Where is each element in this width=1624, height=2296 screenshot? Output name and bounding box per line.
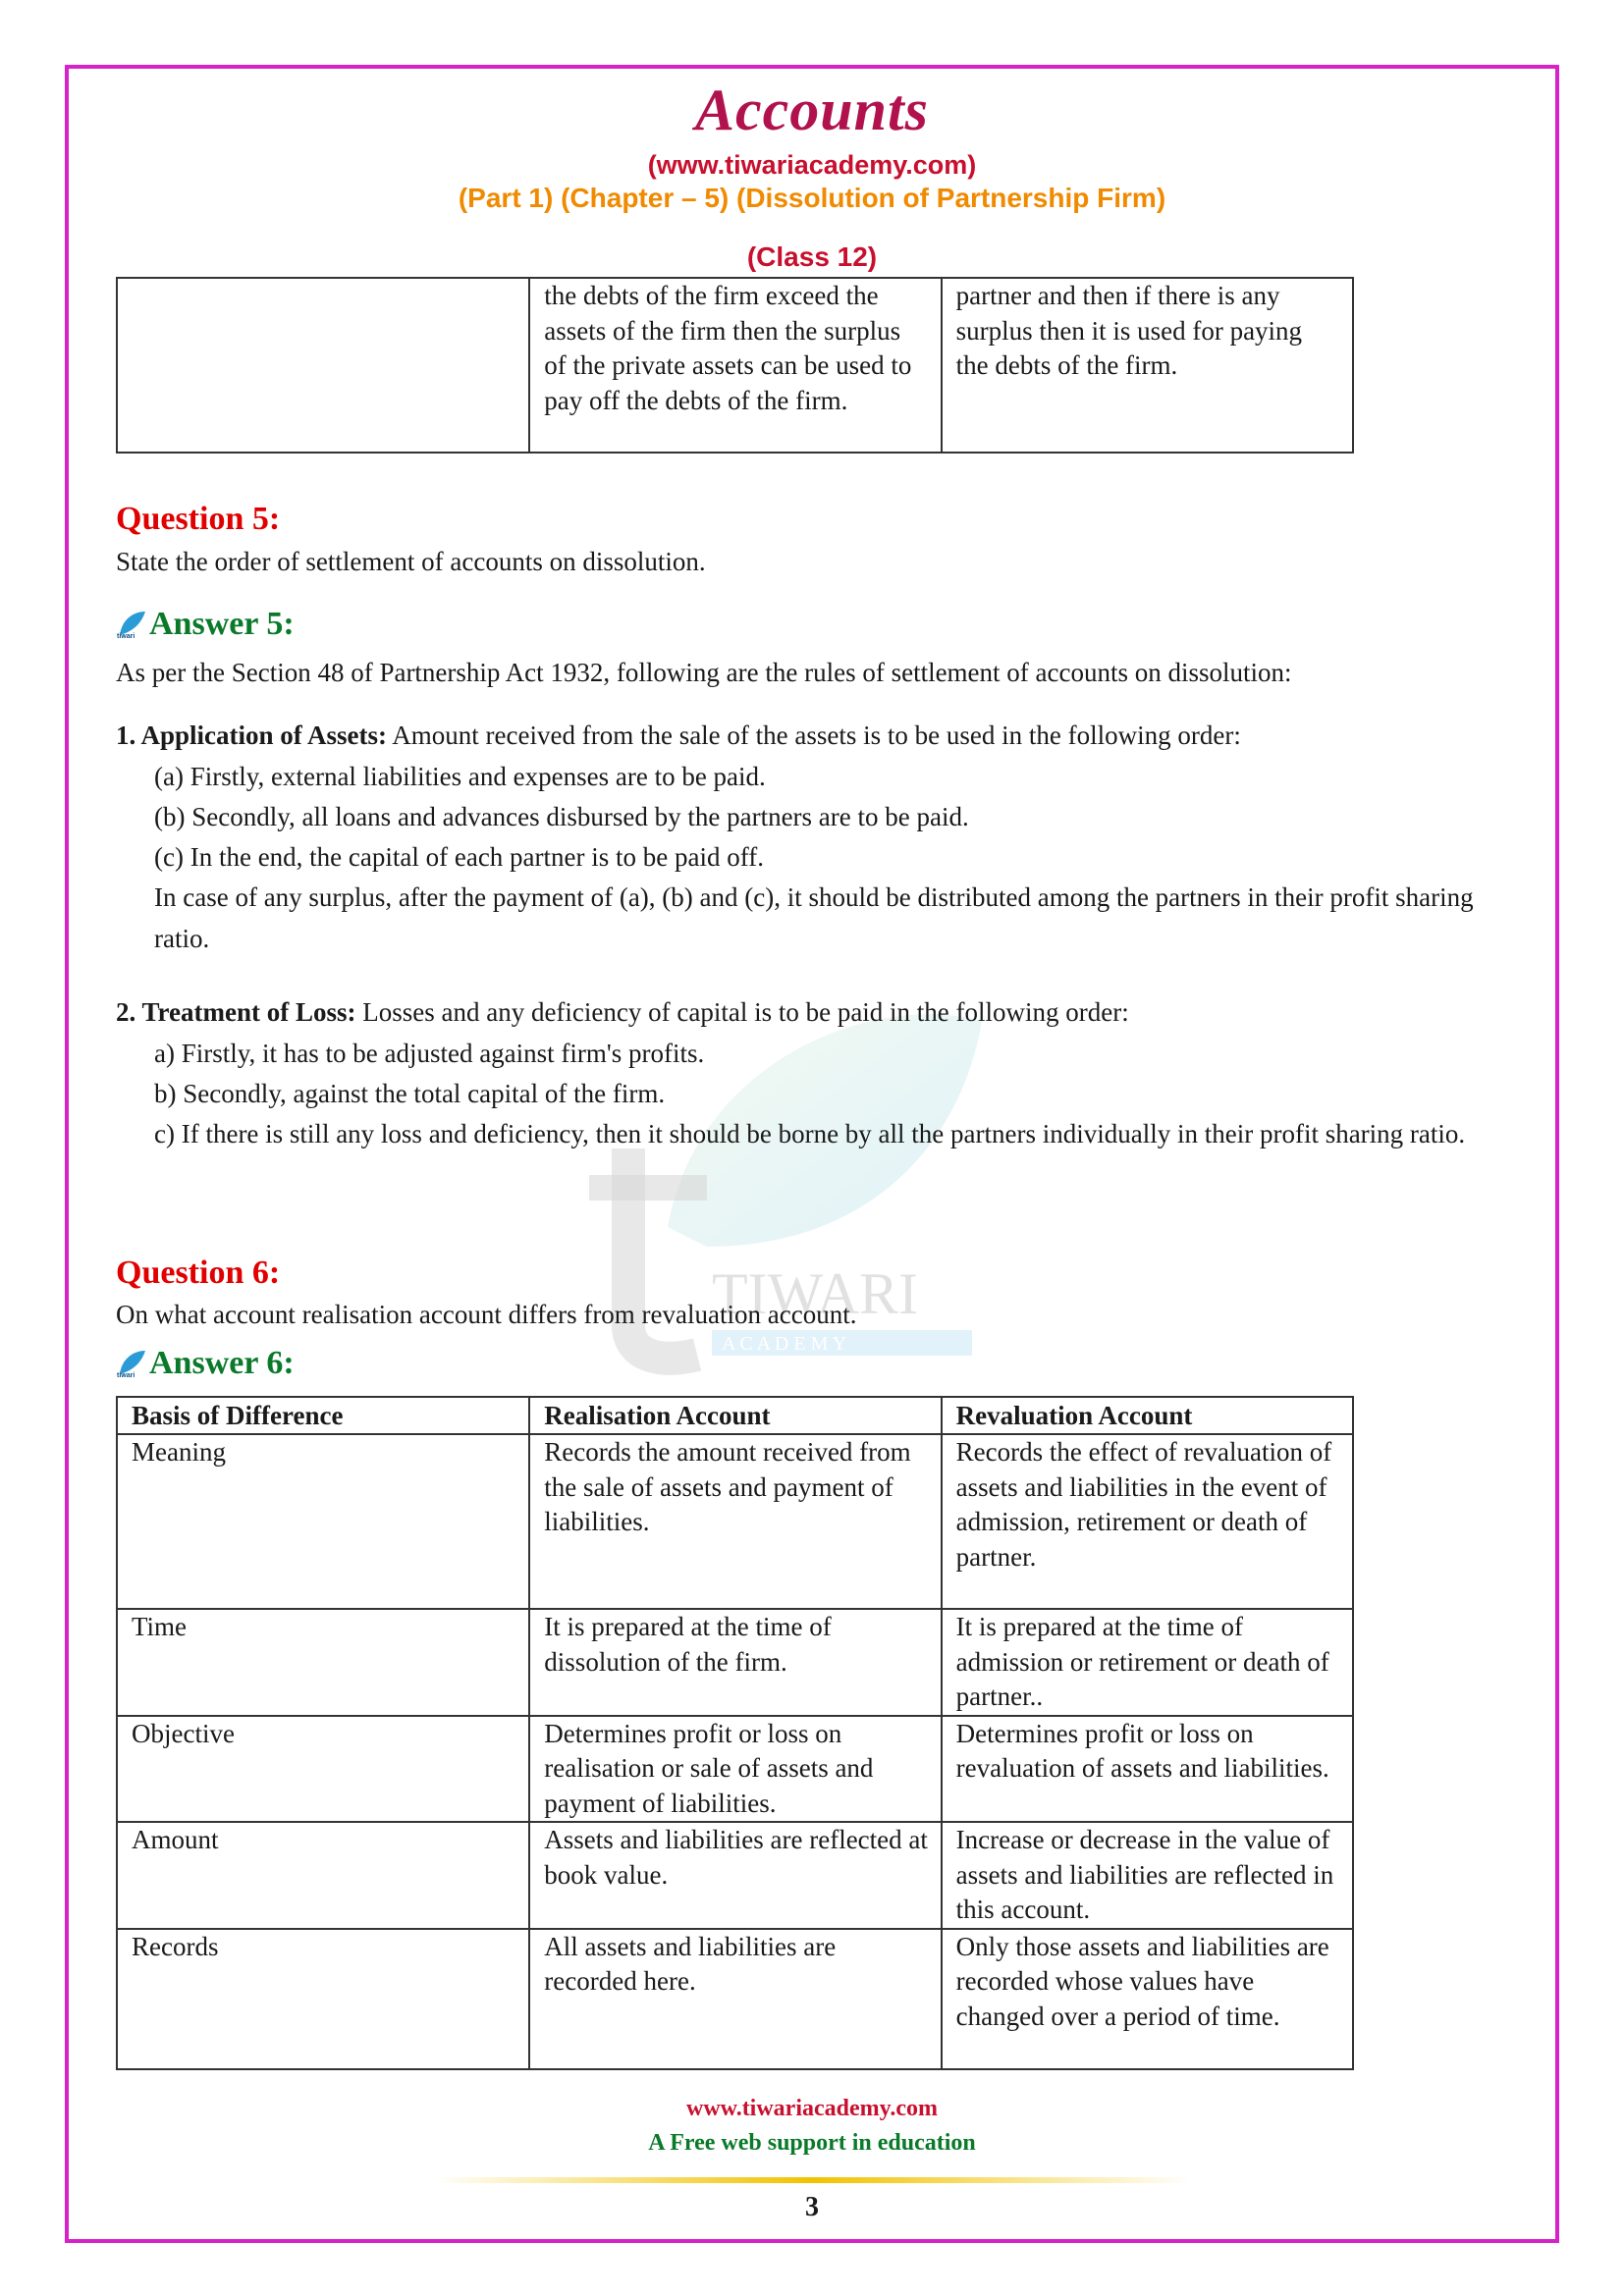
column-header: Basis of Difference — [117, 1397, 529, 1434]
table-cell: Meaning — [117, 1434, 529, 1609]
table-cell: Time — [117, 1609, 529, 1716]
table-cell: It is prepared at the time of admission or retirement or death of partner.. — [942, 1609, 1353, 1716]
table-cell: the debts of the firm exceed the assets of the firm then the surplus of the private assets can be used to pay off the debts of the firm. — [529, 278, 941, 453]
question-5-text: State the order of settlement of accounts on dissolution. — [116, 547, 706, 576]
class-label: (Class 12) — [746, 241, 878, 272]
table-cell: It is prepared at the time of dissolution of the firm. — [529, 1609, 941, 1716]
table-cell: Determines profit or loss on realisation or sale of assets and payment of liabilities. — [529, 1716, 941, 1823]
difference-table — [116, 1396, 1354, 2070]
application-of-assets-paragraph: 1. Application of Assets: Amount received from the sale of the assets is to be used in the following order: — [116, 721, 1241, 750]
watermark-brand: TIWARI — [712, 1261, 918, 1326]
list-item: (c) In the end, the capital of each partner is to be paid off. — [154, 842, 764, 872]
table-cell: Determines profit or loss on revaluation of assets and liabilities. — [942, 1716, 1353, 1823]
footer-tagline: A Free web support in education — [648, 2130, 976, 2156]
list-item: a) Firstly, it has to be adjusted against firm's profits. — [154, 1039, 705, 1068]
surplus-note: In case of any surplus, after the payment of (a), (b) and (c), it should be distributed among the partners in their profit sharing ratio. — [154, 882, 1474, 953]
footer-divider — [432, 2177, 1192, 2183]
question-6-heading: Question 6: — [116, 1255, 281, 1291]
answer-5-heading: tiwari Answer 5: — [117, 606, 295, 642]
table-cell: Records — [117, 1929, 529, 2069]
chapter-subtitle: (Part 1) (Chapter – 5) (Dissolution of Partnership Firm) — [458, 183, 1166, 213]
table-header-row — [117, 1397, 1353, 1434]
list-item: c) If there is still any loss and deficiency, then it should be borne by all the partners individually in their profit sharing ratio. — [154, 1119, 1466, 1148]
continuation-table — [116, 277, 1354, 454]
table-cell: Amount — [117, 1822, 529, 1929]
table-cell: Assets and liabilities are reflected at book value. — [529, 1822, 941, 1929]
svg-text:tiwari: tiwari — [117, 1372, 135, 1378]
table-row — [117, 1822, 1353, 1929]
column-header: Realisation Account — [529, 1397, 941, 1434]
list-item: b) Secondly, against the total capital of the firm. — [154, 1079, 666, 1108]
document-title: Accounts — [694, 78, 930, 142]
list-item: (a) Firstly, external liabilities and expenses are to be paid. — [154, 762, 766, 791]
tiwari-feather-icon — [116, 1349, 147, 1378]
table-cell: Only those assets and liabilities are recorded whose values have changed over a period of time. — [942, 1929, 1353, 2069]
tiwari-feather-icon — [116, 610, 147, 639]
answer-6-heading: tiwari Answer 6: — [117, 1345, 295, 1381]
svg-text:tiwari: tiwari — [117, 633, 135, 639]
page-number: 3 — [805, 2192, 819, 2222]
table-row — [117, 1434, 1353, 1609]
table-cell: Records the amount received from the sale of assets and payment of liabilities. — [529, 1434, 941, 1609]
treatment-of-loss-title: 2. Treatment of Loss: — [116, 997, 356, 1027]
column-header: Revaluation Account — [942, 1397, 1353, 1434]
table-cell: Increase or decrease in the value of assets and liabilities are reflected in this account. — [942, 1822, 1353, 1929]
treatment-of-loss-paragraph: 2. Treatment of Loss: Losses and any deficiency of capital is to be paid in the following order: — [116, 997, 1129, 1027]
table-row — [117, 1716, 1353, 1823]
table-cell: Objective — [117, 1716, 529, 1823]
header-site-link[interactable]: (www.tiwariacademy.com) — [647, 150, 977, 180]
watermark-sub: A C A D E M Y — [722, 1333, 847, 1355]
question-6-text: On what account realisation account differs from revaluation account. — [116, 1300, 857, 1329]
table-row — [117, 1929, 1353, 2069]
table-cell — [117, 278, 529, 453]
table-cell: All assets and liabilities are recorded here. — [529, 1929, 941, 2069]
answer-5-intro: As per the Section 48 of Partnership Act 1932, following are the rules of settlement of accounts on dissolution: — [116, 658, 1292, 687]
question-5-heading: Question 5: — [116, 501, 281, 537]
table-cell: Records the effect of revaluation of assets and liabilities in the event of admission, retirement or death of partner. — [942, 1434, 1353, 1609]
list-item: (b) Secondly, all loans and advances disbursed by the partners are to be paid. — [154, 802, 969, 831]
table-row — [117, 278, 1353, 453]
table-cell: partner and then if there is any surplus then it is used for paying the debts of the firm. — [942, 278, 1353, 453]
table-row — [117, 1609, 1353, 1716]
footer-site-link[interactable]: www.tiwariacademy.com — [686, 2096, 938, 2121]
application-of-assets-title: 1. Application of Assets: — [116, 721, 388, 750]
